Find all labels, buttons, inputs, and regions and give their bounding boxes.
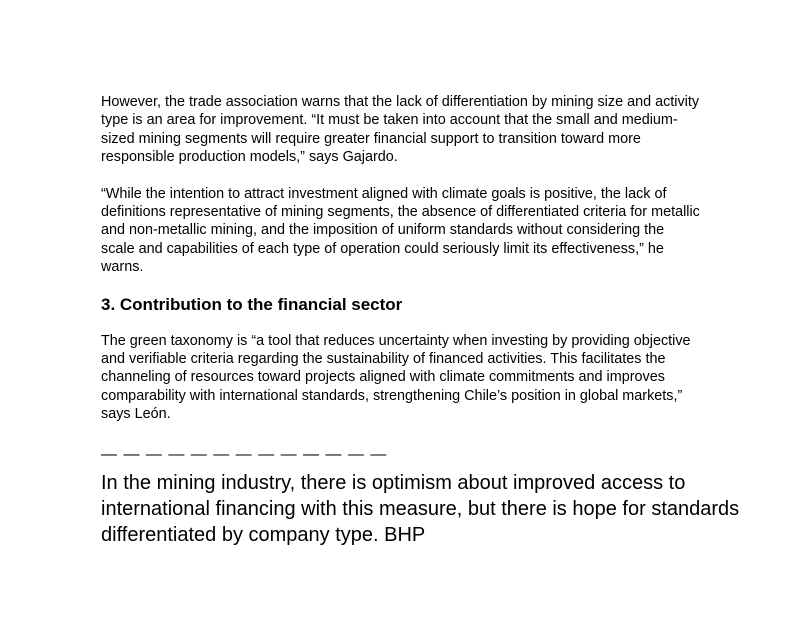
section-heading: 3. Contribution to the financial sector — [101, 294, 403, 314]
dashed-divider: — — — — — — — — — — — — — — [101, 445, 388, 463]
paragraph-trade-association: However, the trade association warns that the lack of differentiation by mining size and activity type is an area for improvement. “It must be taken into account that the small and medium-sized mining segments will require greater financial support to transition toward more responsible production models,” says Gajardo. — [101, 94, 700, 166]
paragraph-quote-warning: “While the intention to attract investment aligned with climate goals is positive, the lack of definitions representative of mining segments, the absence of differentiated criteria for metallic and non-metallic mining, and the imposition of uniform standards without considering the scale and capabilities of each type of operation could seriously limit its effectiveness,” he warns. — [101, 185, 700, 276]
image-caption: In the mining industry, there is optimism about improved access to international financing with this measure, but there is hope for standards differentiated by company type. BHP — [101, 471, 740, 546]
paragraph-green-taxonomy: The green taxonomy is “a tool that reduces uncertainty when investing by providing objective and verifiable criteria regarding the sustainability of financed activities. This facilitates the channeling of resources toward projects aligned with climate commitments and improves comparability with international standards, strengthening Chile’s position in global markets,” says León. — [101, 332, 691, 423]
document-body — [101, 93, 740, 548]
